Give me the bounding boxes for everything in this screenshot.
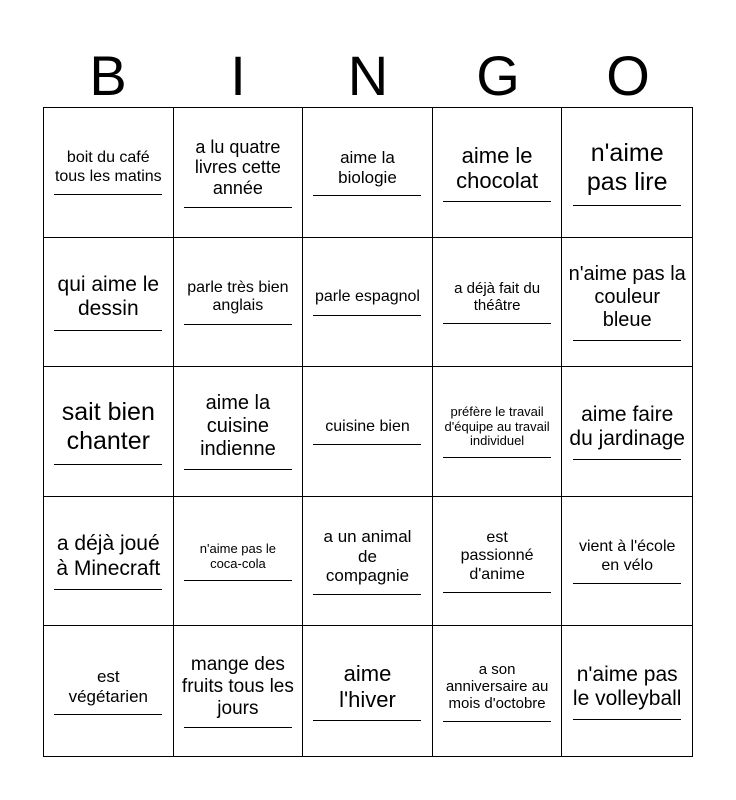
bingo-cell[interactable] — [562, 367, 692, 497]
header-letter-o: O — [606, 44, 650, 107]
signature-line — [184, 580, 292, 581]
cell-text: a son anniversaire au mois d'octobre — [445, 660, 549, 713]
signature-line — [313, 195, 421, 196]
bingo-header — [43, 44, 693, 108]
bingo-cell[interactable] — [174, 626, 304, 756]
cell-text: n'aime pas le coca-cola — [199, 540, 276, 571]
header-letter-g: G — [476, 44, 520, 107]
cell-text: n'aime pas la couleur bleue — [568, 262, 686, 331]
cell-text: qui aime le dessin — [57, 273, 160, 321]
signature-line — [54, 589, 162, 590]
bingo-cell[interactable] — [174, 238, 304, 368]
bingo-cell[interactable] — [433, 626, 563, 756]
signature-line — [54, 464, 162, 465]
cell-text: a un animal de compagnie — [323, 527, 412, 586]
signature-line — [184, 727, 292, 728]
cell-text: aime le chocolat — [456, 142, 539, 193]
bingo-cell[interactable] — [303, 626, 433, 756]
cell-text: n'aime pas lire — [586, 139, 668, 196]
bingo-cell[interactable] — [174, 497, 304, 627]
header-letter-b: B — [89, 44, 127, 107]
cell-text: préfère le travail d'équipe au travail individuel — [444, 403, 550, 449]
cell-text: mange des fruits tous les jours — [181, 653, 294, 719]
bingo-cell[interactable] — [44, 367, 174, 497]
cell-text: parle très bien anglais — [187, 279, 289, 315]
signature-line — [54, 714, 162, 715]
cell-text: n'aime pas le volleyball — [572, 662, 682, 710]
cell-text: a déjà joué à Minecraft — [56, 532, 161, 580]
cell-text: aime l'hiver — [339, 661, 396, 712]
bingo-cell[interactable] — [44, 626, 174, 756]
signature-line — [54, 194, 162, 195]
cell-text: a déjà fait du théâtre — [454, 280, 541, 315]
signature-line — [313, 594, 421, 595]
cell-text: cuisine bien — [325, 417, 410, 435]
header-letter-n: N — [347, 44, 389, 107]
cell-text: est végétarien — [68, 667, 148, 706]
bingo-cell[interactable] — [44, 238, 174, 368]
bingo-cell[interactable] — [433, 367, 563, 497]
bingo-cell[interactable] — [433, 108, 563, 238]
cell-text: aime faire du jardinage — [569, 402, 685, 450]
cell-text: aime la cuisine indienne — [200, 392, 276, 461]
signature-line — [573, 205, 681, 206]
signature-line — [313, 315, 421, 316]
cell-text: a lu quatre livres cette année — [194, 136, 281, 199]
signature-line — [573, 583, 681, 584]
signature-line — [573, 459, 681, 460]
bingo-cell[interactable] — [44, 497, 174, 627]
cell-text: sait bien chanter — [61, 398, 155, 455]
bingo-board — [43, 107, 693, 757]
signature-line — [443, 592, 551, 593]
cell-text: vient à l'école en vélo — [578, 538, 676, 574]
signature-line — [443, 323, 551, 324]
bingo-cell[interactable] — [433, 238, 563, 368]
header-letter-i: I — [230, 44, 246, 107]
signature-line — [313, 444, 421, 445]
cell-text: aime la biologie — [338, 148, 397, 187]
signature-line — [184, 469, 292, 470]
signature-line — [54, 330, 162, 331]
signature-line — [184, 207, 292, 208]
bingo-cell[interactable] — [562, 238, 692, 368]
bingo-cell[interactable] — [303, 367, 433, 497]
bingo-cell[interactable] — [303, 108, 433, 238]
bingo-cell[interactable] — [174, 367, 304, 497]
bingo-cell[interactable] — [562, 626, 692, 756]
signature-line — [184, 324, 292, 325]
bingo-cell[interactable] — [303, 497, 433, 627]
cell-text: est passionné d'anime — [460, 529, 534, 583]
bingo-cell[interactable] — [44, 108, 174, 238]
bingo-cell[interactable] — [562, 108, 692, 238]
bingo-cell[interactable] — [433, 497, 563, 627]
signature-line — [573, 340, 681, 341]
bingo-cell[interactable] — [174, 108, 304, 238]
signature-line — [443, 457, 551, 458]
signature-line — [443, 201, 551, 202]
bingo-cell[interactable] — [303, 238, 433, 368]
cell-text: boit du café tous les matins — [54, 149, 162, 185]
bingo-cell[interactable] — [562, 497, 692, 627]
signature-line — [313, 720, 421, 721]
signature-line — [443, 721, 551, 722]
signature-line — [573, 719, 681, 720]
cell-text: parle espagnol — [315, 288, 420, 306]
